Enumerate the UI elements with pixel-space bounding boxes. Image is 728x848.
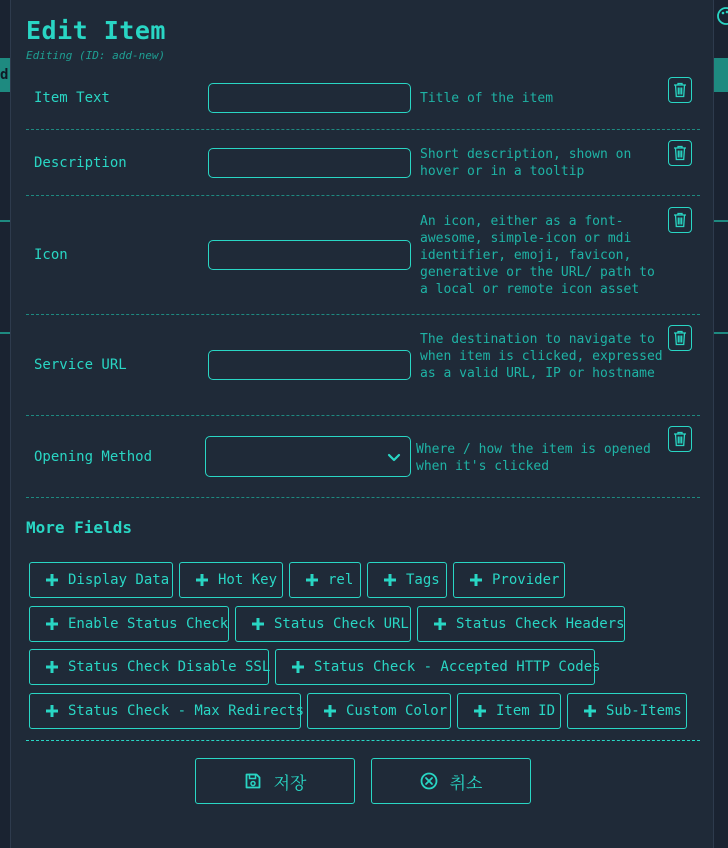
field-description: An icon, either as a font-awesome, simple-icon or mdi identifier, emoji, favicon, generative or the URL/ path to a local or remote icon asset [420, 214, 655, 297]
add-field-status-check-headers[interactable] [417, 606, 625, 642]
opening-method-select[interactable] [205, 436, 411, 477]
add-field-hot-key[interactable] [179, 562, 283, 598]
trash-icon [673, 431, 687, 447]
icon-input[interactable] [208, 240, 411, 270]
field-description: Short description, shown on hover or in a tooltip [420, 147, 632, 179]
chip-label: Status Check URL [274, 616, 409, 632]
chip-label: rel [328, 572, 354, 588]
cancel-button-label: 취소 [449, 773, 483, 794]
delete-field-button[interactable] [668, 77, 692, 103]
field-label: Description [34, 155, 127, 171]
modal-title: Edit Item [26, 16, 166, 45]
chip-label: Status Check Headers [456, 616, 625, 632]
footer-divider [26, 740, 700, 741]
delete-field-button[interactable] [668, 140, 692, 166]
chip-label: Item ID [496, 703, 556, 719]
more-fields-heading: More Fields [26, 518, 132, 537]
plus-icon [194, 572, 210, 588]
add-field-status-check-disable-ssl[interactable] [29, 649, 269, 685]
chip-label: Sub-Items [606, 703, 682, 719]
cancel-button[interactable] [371, 758, 531, 804]
field-description: Title of the item [420, 91, 554, 106]
edit-item-modal [10, 0, 714, 848]
chip-label: Status Check - Max Redirects [68, 703, 305, 719]
background-divider [714, 332, 728, 334]
background-page-left [0, 0, 10, 848]
plus-icon [250, 616, 266, 632]
plus-icon [44, 703, 60, 719]
field-label: Service URL [34, 357, 127, 373]
background-header-fragment-right [714, 58, 728, 92]
add-field-status-check-url[interactable] [235, 606, 411, 642]
save-button[interactable] [195, 758, 355, 804]
delete-field-button[interactable] [668, 325, 692, 351]
plus-icon [322, 703, 338, 719]
save-button-label: 저장 [273, 773, 307, 794]
chip-label: Provider [492, 572, 560, 588]
plus-icon [468, 572, 484, 588]
field-label: Opening Method [34, 449, 153, 465]
field-row-service-url [26, 315, 700, 416]
trash-icon [673, 330, 687, 346]
modal-subtitle: Editing (ID: add-new) [26, 49, 166, 62]
save-icon [244, 772, 262, 790]
field-description: The destination to navigate to when item is clicked, expressed as a valid URL, IP or hostname [420, 332, 663, 381]
chip-label: Display Data [68, 572, 170, 588]
add-field-rel[interactable] [289, 562, 361, 598]
field-label: Item Text [34, 90, 110, 106]
field-row-icon [26, 196, 700, 315]
delete-field-button[interactable] [668, 207, 692, 233]
background-divider [714, 220, 728, 222]
add-field-status-check-accepted-codes[interactable] [275, 649, 601, 685]
plus-icon [432, 616, 448, 632]
chip-label: Status Check - Accepted HTTP Codes [314, 659, 601, 675]
add-field-sub-items[interactable] [567, 693, 687, 729]
field-row-opening-method [26, 416, 700, 498]
add-field-tags[interactable] [367, 562, 447, 598]
trash-icon [673, 212, 687, 228]
plus-icon [582, 703, 598, 719]
close-circle-icon [420, 772, 438, 790]
palette-icon[interactable] [714, 6, 728, 26]
add-field-display-data[interactable] [29, 562, 173, 598]
field-row-item-text [26, 74, 700, 130]
plus-icon [44, 572, 60, 588]
background-header-fragment: d [0, 58, 10, 92]
add-field-custom-color[interactable] [307, 693, 451, 729]
background-divider [0, 220, 10, 222]
background-page-right [714, 0, 728, 848]
field-label: Icon [34, 247, 68, 263]
plus-icon [304, 572, 320, 588]
background-divider [0, 332, 10, 334]
field-description: Where / how the item is opened when it's clicked [416, 442, 651, 474]
plus-icon [472, 703, 488, 719]
field-row-description [26, 130, 700, 196]
add-field-provider[interactable] [453, 562, 565, 598]
service-url-input[interactable] [208, 350, 411, 380]
trash-icon [673, 82, 687, 98]
add-field-enable-status-check[interactable] [29, 606, 229, 642]
chip-label: Hot Key [218, 572, 278, 588]
chevron-down-icon [386, 449, 402, 465]
chip-label: Tags [406, 572, 440, 588]
trash-icon [673, 145, 687, 161]
chip-label: Enable Status Check [68, 616, 229, 632]
chip-label: Status Check Disable SSL [68, 659, 271, 675]
add-field-status-check-max-redirects[interactable] [29, 693, 305, 729]
description-input[interactable] [208, 148, 411, 178]
plus-icon [44, 616, 60, 632]
item-text-input[interactable] [208, 83, 411, 113]
chip-label: Custom Color [346, 703, 448, 719]
delete-field-button[interactable] [668, 426, 692, 452]
plus-icon [290, 659, 306, 675]
plus-icon [382, 572, 398, 588]
add-field-item-id[interactable] [457, 693, 561, 729]
plus-icon [44, 659, 60, 675]
